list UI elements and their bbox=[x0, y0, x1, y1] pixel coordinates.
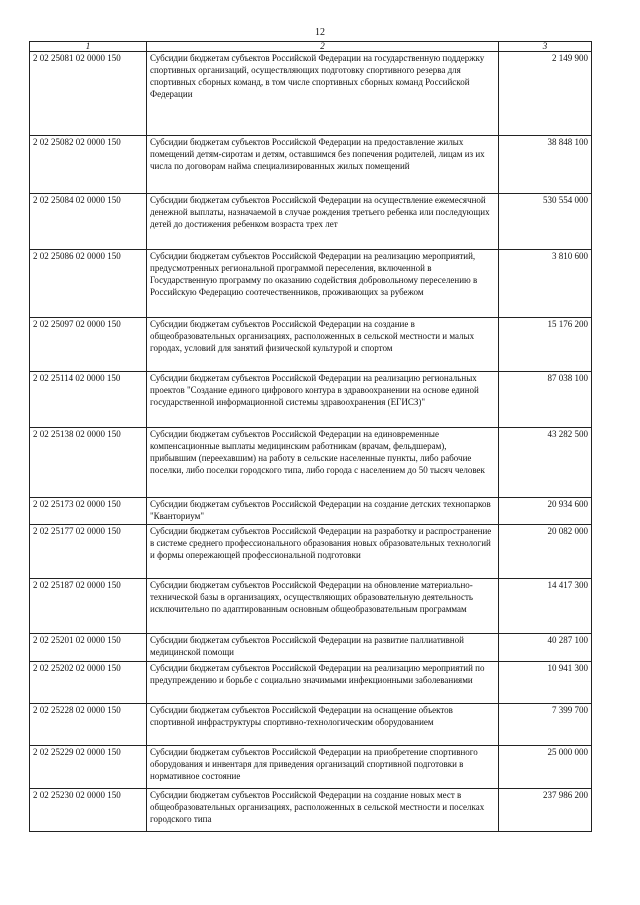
row-description: Субсидии бюджетам субъектов Российской Федерации на осуществление ежемесячной денежной выплаты, назначаемой в случае рождения третьего ребенка или последующих детей до достижения ребенком возраста трех лет bbox=[147, 194, 499, 250]
row-description: Субсидии бюджетам субъектов Российской Федерации на разработку и распространение в системе среднего профессионального образования новых образовательных технологий и формы опережающей профессиональной подготовки bbox=[147, 525, 499, 579]
table-row bbox=[30, 318, 592, 372]
table-row bbox=[30, 498, 592, 525]
row-description: Субсидии бюджетам субъектов Российской Федерации на обновление материально-технической базы в организациях, осуществляющих образовательную деятельность исключительно по адаптированным основным общеобразовательным программам bbox=[147, 579, 499, 634]
table-row bbox=[30, 52, 592, 136]
table-row bbox=[30, 579, 592, 634]
column-header-description: 2 bbox=[147, 42, 499, 52]
row-amount: 20 934 600 bbox=[499, 498, 592, 525]
column-header-amount: 3 bbox=[499, 42, 592, 52]
row-description: Субсидии бюджетам субъектов Российской Федерации на реализацию мероприятий, предусмотренных региональной программой переселения, включенной в Государственную программу по оказанию содействия добровольному переселению в Российскую Федерацию соотечественников, проживающих за рубежом bbox=[147, 250, 499, 318]
row-amount: 10 941 300 bbox=[499, 662, 592, 704]
row-code: 2 02 25230 02 0000 150 bbox=[30, 789, 147, 832]
page-number: 12 bbox=[315, 27, 325, 38]
table-row bbox=[30, 746, 592, 789]
table-row bbox=[30, 136, 592, 194]
row-description: Субсидии бюджетам субъектов Российской Федерации на реализацию региональных проектов "Создание единого цифрового контура в здравоохранении на основе единой государственной информационной системы здравоохранения (ЕГИСЗ)" bbox=[147, 372, 499, 428]
row-description: Субсидии бюджетам субъектов Российской Федерации на создание детских технопарков "Кванториум" bbox=[147, 498, 499, 525]
row-description: Субсидии бюджетам субъектов Российской Федерации на создание в общеобразовательных организациях, расположенных в сельской местности и малых городах, условий для занятий физической культурой и спортом bbox=[147, 318, 499, 372]
row-description: Субсидии бюджетам субъектов Российской Федерации на единовременные компенсационные выплаты медицинским работникам (врачам, фельдшерам), прибывшим (переехавшим) на работу в сельские населенные пункты, либо рабочие поселки, либо поселки городского типа, либо города с населением до 50 тысяч человек bbox=[147, 428, 499, 498]
row-description: Субсидии бюджетам субъектов Российской Федерации на оснащение объектов спортивной инфраструктуры спортивно-технологическим оборудованием bbox=[147, 704, 499, 746]
row-amount: 20 082 000 bbox=[499, 525, 592, 579]
row-code: 2 02 25097 02 0000 150 bbox=[30, 318, 147, 372]
row-code: 2 02 25228 02 0000 150 bbox=[30, 704, 147, 746]
row-description: Субсидии бюджетам субъектов Российской Федерации на развитие паллиативной медицинской помощи bbox=[147, 634, 499, 662]
row-code: 2 02 25187 02 0000 150 bbox=[30, 579, 147, 634]
row-code: 2 02 25082 02 0000 150 bbox=[30, 136, 147, 194]
table-row bbox=[30, 428, 592, 498]
row-amount: 14 417 300 bbox=[499, 579, 592, 634]
row-code: 2 02 25177 02 0000 150 bbox=[30, 525, 147, 579]
table-row bbox=[30, 662, 592, 704]
row-code: 2 02 25114 02 0000 150 bbox=[30, 372, 147, 428]
table-row bbox=[30, 704, 592, 746]
row-amount: 87 038 100 bbox=[499, 372, 592, 428]
column-header-code: 1 bbox=[30, 42, 147, 52]
table-row bbox=[30, 525, 592, 579]
table-row bbox=[30, 194, 592, 250]
row-description: Субсидии бюджетам субъектов Российской Федерации на государственную поддержку спортивных организаций, осуществляющих подготовку спортивного резерва для спортивных сборных команд, в том числе спортивных сборных команд Российской Федерации bbox=[147, 52, 499, 136]
row-description: Субсидии бюджетам субъектов Российской Федерации на создание новых мест в общеобразовательных организациях, расположенных в сельской местности и поселках городского типа bbox=[147, 789, 499, 832]
row-amount: 43 282 500 bbox=[499, 428, 592, 498]
table-row bbox=[30, 789, 592, 832]
row-amount: 38 848 100 bbox=[499, 136, 592, 194]
row-code: 2 02 25084 02 0000 150 bbox=[30, 194, 147, 250]
row-code: 2 02 25229 02 0000 150 bbox=[30, 746, 147, 789]
column-number-row bbox=[30, 42, 592, 52]
row-amount: 40 287 100 bbox=[499, 634, 592, 662]
table-row bbox=[30, 634, 592, 662]
row-code: 2 02 25201 02 0000 150 bbox=[30, 634, 147, 662]
row-code: 2 02 25202 02 0000 150 bbox=[30, 662, 147, 704]
row-amount: 3 810 600 bbox=[499, 250, 592, 318]
row-code: 2 02 25173 02 0000 150 bbox=[30, 498, 147, 525]
row-code: 2 02 25086 02 0000 150 bbox=[30, 250, 147, 318]
row-amount: 7 399 700 bbox=[499, 704, 592, 746]
row-amount: 237 986 200 bbox=[499, 789, 592, 832]
row-description: Субсидии бюджетам субъектов Российской Федерации на реализацию мероприятий по предупреждению и борьбе с социально значимыми инфекционными заболеваниями bbox=[147, 662, 499, 704]
row-amount: 2 149 900 bbox=[499, 52, 592, 136]
row-amount: 15 176 200 bbox=[499, 318, 592, 372]
row-description: Субсидии бюджетам субъектов Российской Федерации на приобретение спортивного оборудования и инвентаря для приведения организаций спортивной подготовки в нормативное состояние bbox=[147, 746, 499, 789]
row-code: 2 02 25081 02 0000 150 bbox=[30, 52, 147, 136]
row-amount: 25 000 000 bbox=[499, 746, 592, 789]
row-description: Субсидии бюджетам субъектов Российской Федерации на предоставление жилых помещений детям-сиротам и детям, оставшимся без попечения родителей, лицам из их числа по договорам найма специализированных жилых помещений bbox=[147, 136, 499, 194]
row-code: 2 02 25138 02 0000 150 bbox=[30, 428, 147, 498]
budget-revenue-table bbox=[29, 41, 592, 832]
table-row bbox=[30, 250, 592, 318]
row-amount: 530 554 000 bbox=[499, 194, 592, 250]
table-row bbox=[30, 372, 592, 428]
